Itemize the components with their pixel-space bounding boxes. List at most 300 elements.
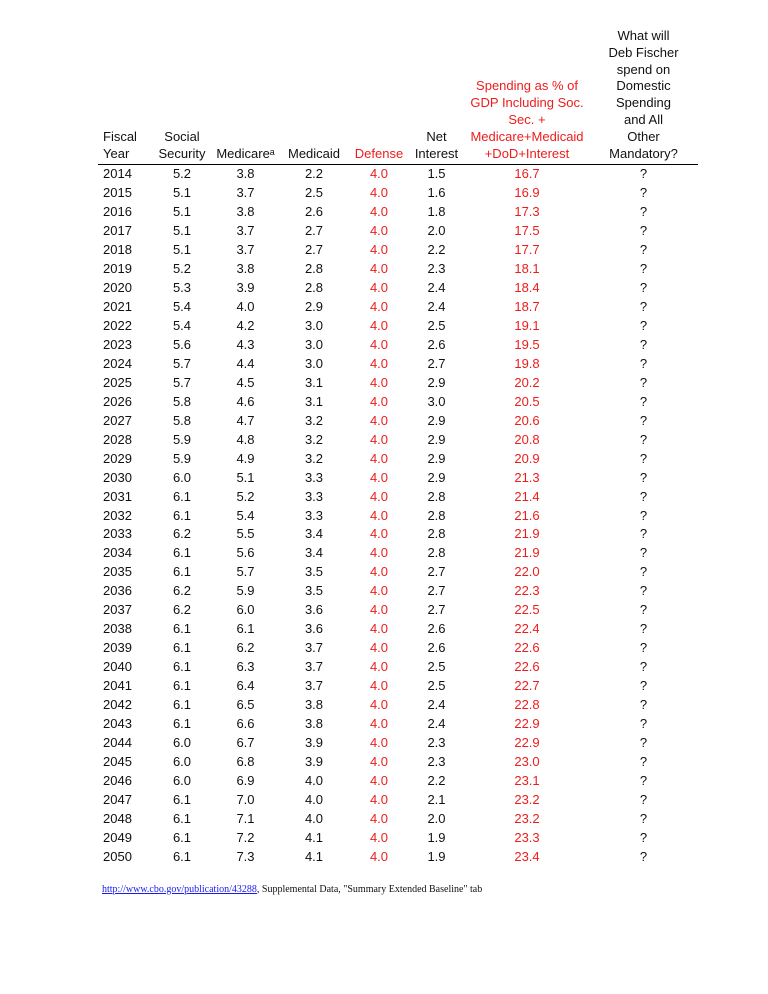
- cell-fiscal-year: 2047: [103, 791, 132, 807]
- cell-social-security: 6.0: [172, 469, 192, 485]
- cell-net-interest: 2.3: [427, 753, 446, 769]
- cell-spending-pct-gdp: 21.6: [514, 507, 540, 523]
- table-row: [98, 260, 698, 279]
- table-row: [98, 791, 698, 810]
- cell-spending-pct-gdp: 16.7: [514, 166, 540, 182]
- cell-fischer-question: ?: [639, 355, 648, 371]
- cell-medicare: 3.9: [236, 280, 255, 296]
- table-row: [98, 582, 698, 601]
- cell-net-interest: 2.9: [427, 412, 446, 428]
- cell-net-interest: 2.8: [427, 507, 446, 523]
- cell-defense: 4.0: [369, 602, 389, 618]
- cell-medicare: 3.8: [236, 261, 255, 277]
- cell-defense: 4.0: [369, 753, 389, 769]
- cell-fischer-question: ?: [639, 829, 648, 845]
- table-row: [98, 355, 698, 374]
- cell-medicaid: 3.2: [304, 431, 324, 447]
- cell-fiscal-year: 2037: [103, 602, 132, 618]
- cell-spending-pct-gdp: 22.6: [514, 640, 540, 656]
- cell-spending-pct-gdp: 17.7: [514, 242, 540, 258]
- cell-medicare: 5.2: [236, 488, 255, 504]
- cell-medicaid: 3.7: [304, 659, 324, 675]
- cell-net-interest: 2.6: [427, 336, 446, 352]
- cell-defense: 4.0: [369, 431, 389, 447]
- cell-spending-pct-gdp: 22.3: [514, 583, 540, 599]
- cell-medicaid: 3.4: [304, 545, 324, 561]
- table-row: [98, 715, 698, 734]
- cell-medicaid: 3.0: [304, 355, 324, 371]
- cell-defense: 4.0: [369, 545, 389, 561]
- cell-fischer-question: ?: [639, 545, 648, 561]
- cell-social-security: 5.1: [172, 223, 192, 239]
- cell-fischer-question: ?: [639, 299, 648, 315]
- cell-net-interest: 2.7: [427, 564, 446, 580]
- cell-fiscal-year: 2023: [103, 336, 132, 352]
- cell-fiscal-year: 2015: [103, 185, 132, 201]
- cell-medicaid: 3.8: [304, 716, 324, 732]
- cell-fischer-question: ?: [639, 659, 648, 675]
- cell-spending-pct-gdp: 16.9: [514, 185, 540, 201]
- cell-net-interest: 2.9: [427, 469, 446, 485]
- cell-medicaid: 3.2: [304, 450, 324, 466]
- cell-defense: 4.0: [369, 564, 389, 580]
- cell-net-interest: 2.9: [427, 450, 446, 466]
- header-fischer-question: What will Deb Fischer spend on Domestic Spending and All Other Mandatory?: [589, 28, 698, 165]
- cell-medicaid: 2.8: [304, 261, 324, 277]
- header-medicare: Medicareᵃ: [213, 28, 278, 165]
- cell-fischer-question: ?: [639, 564, 648, 580]
- table-row: [98, 696, 698, 715]
- cell-social-security: 5.7: [172, 374, 192, 390]
- cell-social-security: 6.1: [172, 640, 192, 656]
- cell-fiscal-year: 2041: [103, 678, 132, 694]
- cell-spending-pct-gdp: 20.5: [514, 393, 540, 409]
- cell-spending-pct-gdp: 18.7: [514, 299, 540, 315]
- cell-defense: 4.0: [369, 318, 389, 333]
- table-row: [98, 469, 698, 488]
- cell-net-interest: 1.8: [427, 204, 446, 220]
- cell-net-interest: 1.9: [427, 848, 446, 864]
- cell-medicaid: 2.6: [304, 204, 324, 220]
- cell-fiscal-year: 2028: [103, 431, 132, 447]
- cell-spending-pct-gdp: 20.9: [514, 450, 540, 466]
- cell-fischer-question: ?: [639, 336, 648, 352]
- cell-medicaid: 3.0: [304, 318, 324, 333]
- cell-medicaid: 3.3: [304, 488, 324, 504]
- cell-fischer-question: ?: [639, 640, 648, 656]
- cell-fiscal-year: 2043: [103, 716, 132, 732]
- table-row: [98, 507, 698, 526]
- cell-spending-pct-gdp: 20.8: [514, 431, 540, 447]
- table-row: [98, 753, 698, 772]
- cell-spending-pct-gdp: 19.5: [514, 336, 540, 352]
- table-row: [98, 431, 698, 450]
- cell-medicare: 5.9: [236, 583, 255, 599]
- table-row: [98, 336, 698, 355]
- cell-medicaid: 3.3: [304, 507, 324, 523]
- cell-defense: 4.0: [369, 242, 389, 258]
- cell-social-security: 6.2: [172, 583, 192, 599]
- cell-social-security: 5.8: [172, 412, 192, 428]
- source-note: , Supplemental Data, "Summary Extended Baseline" tab: [256, 884, 483, 895]
- cell-medicaid: 4.1: [304, 829, 324, 845]
- cell-fischer-question: ?: [639, 791, 648, 807]
- cell-fischer-question: ?: [639, 185, 648, 201]
- cell-fiscal-year: 2031: [103, 488, 132, 504]
- header-social-security: Social Security: [151, 28, 213, 165]
- cell-spending-pct-gdp: 22.0: [514, 564, 540, 580]
- cell-fiscal-year: 2042: [103, 697, 132, 713]
- cell-fiscal-year: 2035: [103, 564, 132, 580]
- cell-social-security: 6.1: [172, 507, 192, 523]
- cell-medicaid: 3.5: [304, 583, 324, 599]
- cell-fischer-question: ?: [639, 583, 648, 599]
- cell-net-interest: 2.4: [427, 280, 446, 296]
- cell-fischer-question: ?: [639, 697, 648, 713]
- spending-table: [98, 28, 698, 867]
- cell-net-interest: 2.5: [427, 659, 446, 675]
- table-row: [98, 563, 698, 582]
- cell-medicare: 4.8: [236, 431, 255, 447]
- cell-medicare: 4.2: [236, 318, 255, 333]
- cell-medicaid: 3.9: [304, 753, 324, 769]
- cell-net-interest: 2.1: [427, 791, 446, 807]
- cell-spending-pct-gdp: 17.3: [514, 204, 540, 220]
- table-row: [98, 393, 698, 412]
- header-net-interest: Net Interest: [408, 28, 465, 165]
- cell-fiscal-year: 2032: [103, 507, 132, 523]
- cell-spending-pct-gdp: 23.2: [514, 810, 540, 826]
- table-row: [98, 374, 698, 393]
- cell-fischer-question: ?: [639, 242, 648, 258]
- cell-fiscal-year: 2046: [103, 772, 132, 788]
- cell-medicare: 4.7: [236, 412, 255, 428]
- cell-medicare: 5.7: [236, 564, 255, 580]
- cell-spending-pct-gdp: 22.9: [514, 716, 540, 732]
- cell-social-security: 6.0: [172, 772, 192, 788]
- source-citation: [102, 884, 482, 895]
- cell-medicare: 5.1: [236, 469, 255, 485]
- cell-fischer-question: ?: [639, 318, 648, 333]
- table-row: [98, 772, 698, 791]
- cell-medicaid: 2.2: [304, 166, 324, 182]
- cell-net-interest: 2.7: [427, 583, 446, 599]
- cell-defense: 4.0: [369, 412, 389, 428]
- cell-spending-pct-gdp: 18.1: [514, 261, 540, 277]
- cell-medicaid: 2.9: [304, 299, 324, 315]
- cell-medicaid: 3.6: [304, 621, 324, 637]
- cell-social-security: 6.0: [172, 753, 192, 769]
- cell-social-security: 5.3: [172, 280, 192, 296]
- header-row: [98, 28, 698, 165]
- table-row: [98, 848, 698, 867]
- cell-social-security: 6.0: [172, 734, 192, 750]
- cell-net-interest: 2.4: [427, 299, 446, 315]
- cell-spending-pct-gdp: 23.3: [514, 829, 540, 845]
- cell-medicaid: 4.0: [304, 772, 324, 788]
- cell-defense: 4.0: [369, 507, 389, 523]
- cell-spending-pct-gdp: 22.7: [514, 678, 540, 694]
- cell-fischer-question: ?: [639, 223, 648, 239]
- cell-fischer-question: ?: [639, 412, 648, 428]
- cell-social-security: 5.1: [172, 242, 192, 258]
- cell-social-security: 6.2: [172, 526, 192, 542]
- cell-defense: 4.0: [369, 374, 389, 390]
- cell-fiscal-year: 2048: [103, 810, 132, 826]
- cell-spending-pct-gdp: 21.9: [514, 545, 540, 561]
- table-row: [98, 601, 698, 620]
- cell-medicaid: 3.1: [304, 393, 324, 409]
- cell-spending-pct-gdp: 20.6: [514, 412, 540, 428]
- cell-net-interest: 2.2: [427, 242, 446, 258]
- cell-defense: 4.0: [369, 716, 389, 732]
- cell-spending-pct-gdp: 19.8: [514, 355, 540, 371]
- cell-social-security: 6.1: [172, 488, 192, 504]
- cell-fiscal-year: 2019: [103, 261, 132, 277]
- cell-social-security: 5.1: [172, 204, 192, 220]
- cell-defense: 4.0: [369, 223, 389, 239]
- cell-medicare: 5.5: [236, 526, 255, 542]
- cell-medicare: 6.4: [236, 678, 255, 694]
- cell-net-interest: 1.6: [427, 185, 446, 201]
- cell-social-security: 6.1: [172, 678, 192, 694]
- cell-medicare: 3.8: [236, 166, 255, 182]
- cell-defense: 4.0: [369, 829, 389, 845]
- cell-fischer-question: ?: [639, 507, 648, 523]
- cell-medicare: 6.5: [236, 697, 255, 713]
- cell-social-security: 5.8: [172, 393, 192, 409]
- cell-defense: 4.0: [369, 185, 389, 201]
- cell-medicare: 7.0: [236, 791, 255, 807]
- cell-defense: 4.0: [369, 810, 389, 826]
- cell-medicare: 7.2: [236, 829, 255, 845]
- cell-fiscal-year: 2034: [103, 545, 132, 561]
- cell-defense: 4.0: [369, 261, 389, 277]
- cell-social-security: 6.1: [172, 564, 192, 580]
- cell-defense: 4.0: [369, 526, 389, 542]
- table-row: [98, 734, 698, 753]
- cell-net-interest: 2.3: [427, 734, 446, 750]
- cell-fischer-question: ?: [639, 716, 648, 732]
- cell-medicaid: 4.0: [304, 791, 324, 807]
- cell-spending-pct-gdp: 21.9: [514, 526, 540, 542]
- cell-social-security: 6.2: [172, 602, 192, 618]
- cell-defense: 4.0: [369, 336, 389, 352]
- cell-medicaid: 3.2: [304, 412, 324, 428]
- cell-net-interest: 2.8: [427, 488, 446, 504]
- table-row: [98, 317, 698, 336]
- cell-medicare: 4.5: [236, 374, 255, 390]
- cell-spending-pct-gdp: 22.5: [514, 602, 540, 618]
- cell-fischer-question: ?: [639, 526, 648, 542]
- cell-medicare: 3.7: [236, 242, 255, 258]
- cell-medicaid: 3.3: [304, 469, 324, 485]
- table-row: [98, 279, 698, 298]
- cell-net-interest: 2.4: [427, 716, 446, 732]
- cell-net-interest: 2.0: [427, 810, 446, 826]
- header-defense: Defense: [350, 28, 408, 165]
- cell-social-security: 5.1: [172, 185, 192, 201]
- header-fiscal-year: Fiscal Year: [98, 28, 151, 165]
- cell-net-interest: 2.8: [427, 545, 446, 561]
- cell-net-interest: 2.9: [427, 374, 446, 390]
- cell-social-security: 6.1: [172, 810, 192, 826]
- cell-defense: 4.0: [369, 734, 389, 750]
- cell-net-interest: 2.8: [427, 526, 446, 542]
- cell-social-security: 5.7: [172, 355, 192, 371]
- cell-fiscal-year: 2020: [103, 280, 132, 296]
- cell-medicaid: 3.6: [304, 602, 324, 618]
- table-row: [98, 450, 698, 469]
- cell-net-interest: 2.7: [427, 355, 446, 371]
- cell-fischer-question: ?: [639, 678, 648, 694]
- table-row: [98, 488, 698, 507]
- cell-spending-pct-gdp: 22.8: [514, 697, 540, 713]
- cell-fischer-question: ?: [639, 488, 648, 504]
- cell-medicare: 7.1: [236, 810, 255, 826]
- table-body: [98, 165, 698, 867]
- cell-defense: 4.0: [369, 640, 389, 656]
- cell-spending-pct-gdp: 23.1: [514, 772, 540, 788]
- cell-defense: 4.0: [369, 697, 389, 713]
- cell-defense: 4.0: [369, 280, 389, 296]
- cell-spending-pct-gdp: 20.2: [514, 374, 540, 390]
- cell-fischer-question: ?: [639, 848, 648, 864]
- header-spending-pct-gdp: Spending as % of GDP Including Soc. Sec. + Medicare+Medicaid +DoD+Interest: [465, 28, 589, 165]
- cell-defense: 4.0: [369, 355, 389, 371]
- cell-spending-pct-gdp: 19.1: [514, 318, 540, 333]
- cell-fischer-question: ?: [639, 450, 648, 466]
- cell-social-security: 6.1: [172, 545, 192, 561]
- cell-fiscal-year: 2017: [103, 223, 132, 239]
- cell-fiscal-year: 2025: [103, 374, 132, 390]
- cell-fischer-question: ?: [639, 602, 648, 618]
- cell-defense: 4.0: [369, 488, 389, 504]
- cell-medicare: 4.0: [236, 299, 255, 315]
- cell-medicaid: 3.5: [304, 564, 324, 580]
- cell-medicare: 4.3: [236, 336, 255, 352]
- cell-fiscal-year: 2022: [103, 318, 132, 333]
- cell-fiscal-year: 2029: [103, 450, 132, 466]
- cell-fiscal-year: 2033: [103, 526, 132, 542]
- cell-fischer-question: ?: [639, 431, 648, 447]
- cell-defense: 4.0: [369, 450, 389, 466]
- cell-net-interest: 1.5: [427, 166, 446, 182]
- table-row: [98, 829, 698, 848]
- cell-spending-pct-gdp: 18.4: [514, 280, 540, 296]
- cell-net-interest: 2.2: [427, 772, 446, 788]
- table-row: [98, 241, 698, 260]
- cell-social-security: 6.1: [172, 697, 192, 713]
- cell-fiscal-year: 2038: [103, 621, 132, 637]
- cell-medicaid: 3.9: [304, 734, 324, 750]
- cell-medicare: 6.1: [236, 621, 255, 637]
- cell-social-security: 5.4: [172, 299, 192, 315]
- cell-fiscal-year: 2044: [103, 734, 132, 750]
- cell-medicaid: 3.0: [304, 336, 324, 352]
- cell-fischer-question: ?: [639, 166, 648, 182]
- cell-medicaid: 2.7: [304, 223, 324, 239]
- cell-social-security: 5.2: [172, 261, 192, 277]
- table-row: [98, 639, 698, 658]
- cell-social-security: 5.2: [172, 166, 192, 182]
- cell-net-interest: 2.6: [427, 621, 446, 637]
- cell-social-security: 6.1: [172, 716, 192, 732]
- cell-medicare: 6.9: [236, 772, 255, 788]
- cell-defense: 4.0: [369, 848, 389, 864]
- cell-medicare: 4.9: [236, 450, 255, 466]
- cell-fiscal-year: 2049: [103, 829, 132, 845]
- cell-fiscal-year: 2036: [103, 583, 132, 599]
- cell-spending-pct-gdp: 22.6: [514, 659, 540, 675]
- cell-social-security: 5.6: [172, 336, 192, 352]
- cell-spending-pct-gdp: 21.3: [514, 469, 540, 485]
- cell-fiscal-year: 2014: [103, 166, 132, 182]
- cell-medicaid: 2.5: [304, 185, 324, 201]
- cell-medicare: 6.0: [236, 602, 255, 618]
- table-row: [98, 620, 698, 639]
- cell-net-interest: 2.9: [427, 431, 446, 447]
- cell-medicare: 7.3: [236, 848, 255, 864]
- table-row: [98, 203, 698, 222]
- cell-fischer-question: ?: [639, 261, 648, 277]
- cell-fiscal-year: 2027: [103, 412, 132, 428]
- cell-fischer-question: ?: [639, 772, 648, 788]
- cbo-source-link[interactable]: http://www.cbo.gov/publication/43288: [102, 884, 257, 895]
- table-row: [98, 544, 698, 563]
- cell-medicaid: 3.8: [304, 697, 324, 713]
- cell-social-security: 6.1: [172, 829, 192, 845]
- cell-medicare: 4.4: [236, 355, 255, 371]
- cell-medicaid: 3.7: [304, 640, 324, 656]
- cell-spending-pct-gdp: 21.4: [514, 488, 540, 504]
- cell-social-security: 5.9: [172, 450, 192, 466]
- cell-net-interest: 2.5: [427, 678, 446, 694]
- cell-spending-pct-gdp: 17.5: [514, 223, 540, 239]
- cell-fiscal-year: 2040: [103, 659, 132, 675]
- cell-defense: 4.0: [369, 469, 389, 485]
- cell-net-interest: 3.0: [427, 393, 446, 409]
- cell-medicare: 6.8: [236, 753, 255, 769]
- cell-medicaid: 3.7: [304, 678, 324, 694]
- cell-fiscal-year: 2024: [103, 355, 132, 371]
- table-row: [98, 165, 698, 184]
- cell-medicare: 3.7: [236, 223, 255, 239]
- cell-defense: 4.0: [369, 772, 389, 788]
- cell-fischer-question: ?: [639, 810, 648, 826]
- cell-medicaid: 4.0: [304, 810, 324, 826]
- cell-medicare: 6.3: [236, 659, 255, 675]
- cell-medicare: 6.7: [236, 734, 255, 750]
- cell-defense: 4.0: [369, 166, 389, 182]
- cell-social-security: 6.1: [172, 791, 192, 807]
- cell-fiscal-year: 2021: [103, 299, 132, 315]
- cell-defense: 4.0: [369, 583, 389, 599]
- cell-fischer-question: ?: [639, 621, 648, 637]
- table-row: [98, 222, 698, 241]
- cell-fischer-question: ?: [639, 374, 648, 390]
- table-row: [98, 810, 698, 829]
- cell-spending-pct-gdp: 23.0: [514, 753, 540, 769]
- cell-net-interest: 2.4: [427, 697, 446, 713]
- cell-fischer-question: ?: [639, 280, 648, 296]
- cell-defense: 4.0: [369, 393, 389, 409]
- cell-fischer-question: ?: [639, 469, 648, 485]
- cell-defense: 4.0: [369, 621, 389, 637]
- cell-defense: 4.0: [369, 299, 389, 315]
- table-row: [98, 525, 698, 544]
- cell-net-interest: 2.3: [427, 261, 446, 277]
